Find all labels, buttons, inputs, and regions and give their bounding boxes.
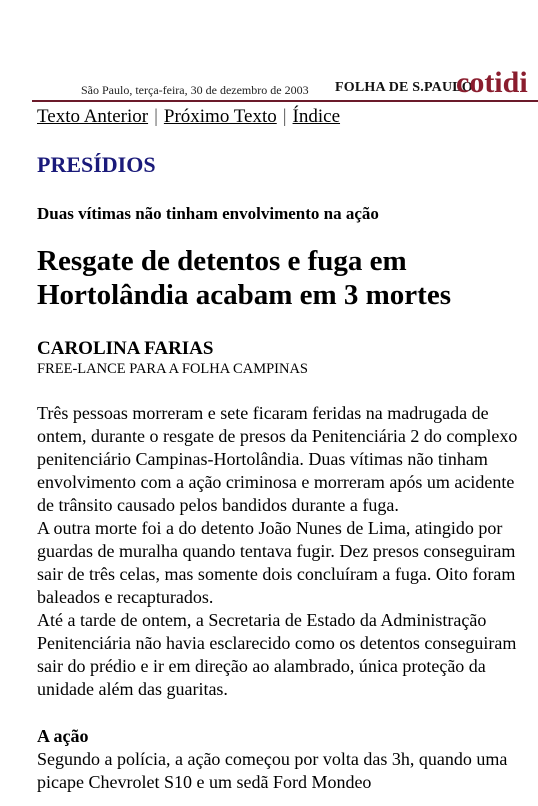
nav-separator: | bbox=[154, 106, 158, 127]
body-paragraph: A outra morte foi a do detento João Nunes de Lima, atingido por guardas de muralha quando tentava fugir. Dez presos conseguiram sair de três celas, mas somente dois concluíram a fuga. Oito foram baleados e recapturados. bbox=[37, 518, 516, 607]
body-paragraph: Segundo a polícia, a ação começou por volta das 3h, quando uma picape Chevrolet S10 e um sedã Ford Mondeo bbox=[37, 749, 508, 792]
body-paragraph: Três pessoas morreram e sete ficaram feridas na madrugada de ontem, durante o resgate de presos da Penitenciária 2 do complexo penitenciário Campinas-Hortolândia. Duas vítimas não tinham envolvimento com a ação criminosa e morreram após um acidente de trânsito causado pelos bandidos durante a fuga. bbox=[37, 403, 518, 515]
body-paragraph: Até a tarde de ontem, a Secretaria de Estado da Administração Penitenciária não havia esclarecido como os detentos conseguiram sair do prédio e ir em direção ao alambrado, única proteção da unidade além das guaritas. bbox=[37, 610, 517, 699]
previous-text-link[interactable]: Texto Anterior bbox=[37, 106, 149, 127]
section-title: PRESÍDIOS bbox=[37, 152, 156, 177]
next-text-link[interactable]: Próximo Texto bbox=[163, 106, 277, 127]
article-headline: Resgate de detentos e fuga em Hortolândia acabam em 3 mortes bbox=[37, 245, 451, 311]
masthead bbox=[32, 68, 538, 102]
author-name: CAROLINA FARIAS bbox=[37, 338, 214, 359]
section-logo: cotidi bbox=[456, 66, 528, 99]
author-role: FREE-LANCE PARA A FOLHA CAMPINAS bbox=[37, 361, 308, 377]
newspaper-logo: FOLHA DE S.PAULO bbox=[335, 80, 473, 95]
article bbox=[37, 150, 527, 806]
nav-separator: | bbox=[282, 106, 287, 127]
article-kicker: Duas vítimas não tinham envolvimento na ação bbox=[37, 204, 379, 223]
article-subhead: A ação bbox=[37, 726, 89, 746]
article-body bbox=[37, 402, 527, 701]
article-navigation bbox=[37, 106, 340, 128]
index-link[interactable]: Índice bbox=[292, 106, 341, 127]
edition-date: São Paulo, terça-feira, 30 de dezembro de 2003 bbox=[81, 83, 309, 97]
